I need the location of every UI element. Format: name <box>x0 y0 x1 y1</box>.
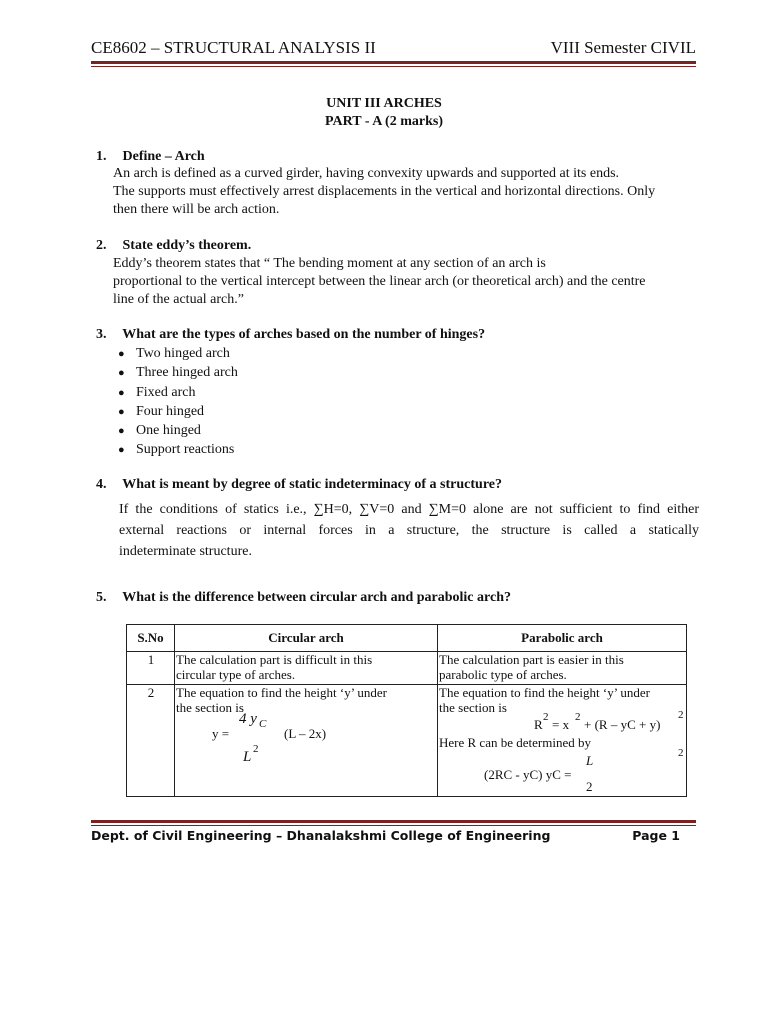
question-5 <box>96 590 511 606</box>
answer-line: proportional to the vertical intercept between the linear arch (or theoretical arch) and the centre <box>113 274 646 289</box>
list-item: ● Support reactions <box>118 440 238 459</box>
answer-line: Eddy’s theorem states that “ The bending moment at any section of an arch is <box>113 256 546 271</box>
list-item: ● Four hinged <box>118 402 238 421</box>
header-rule <box>91 61 696 64</box>
page-footer <box>91 828 680 843</box>
bullet-icon: ● <box>118 348 125 360</box>
answer-line: external reactions or internal forces in a structure, the structure is called a statically <box>119 523 699 538</box>
answer-line: If the conditions of statics i.e., ∑H=0, ∑V=0 and ∑M=0 alone are not sufficient to find either <box>119 502 699 517</box>
part-title: PART - A (2 marks) <box>325 114 443 129</box>
page-number: Page 1 <box>632 828 680 843</box>
question-4 <box>96 477 502 493</box>
bullet-icon: ● <box>118 425 125 438</box>
answer-line: indeterminate structure. <box>119 544 252 559</box>
question-1 <box>96 149 205 165</box>
col-header-parabolic: Parabolic arch <box>438 625 687 652</box>
list-item: ● Two hinged arch <box>118 344 238 363</box>
cell-parabolic: The equation to find the height ‘y’ under the section is R 2 = x 2 + (R – yC + y) 2 Here R can be determined by 2 (2RC - yC) yC = L 2 <box>438 685 687 797</box>
answer-line: then there will be arch action. <box>113 202 280 217</box>
bullet-icon: ● <box>118 444 125 457</box>
footer-rule <box>91 820 696 823</box>
cell-sno: 2 <box>127 685 175 797</box>
bullet-icon: ● <box>118 386 125 399</box>
bullet-icon: ● <box>118 405 125 418</box>
question-number: 1. <box>96 149 107 164</box>
question-title: Define – Arch <box>122 149 205 164</box>
question-title: State eddy’s theorem. <box>122 238 252 253</box>
question-number: 5. <box>96 590 107 605</box>
question-title: What are the types of arches based on the number of hinges? <box>122 327 486 342</box>
page-header <box>91 38 696 60</box>
question-number: 2. <box>96 238 107 253</box>
cell-circular: The equation to find the height ‘y’ under the section is y = 4 y C (L – 2x) L 2 <box>175 685 438 797</box>
list-item: ● Three hinged arch <box>118 363 238 382</box>
table-row <box>127 685 687 797</box>
cell-parabolic: The calculation part is easier in this parabolic type of arches. <box>438 652 687 685</box>
cell-circular: The calculation part is difficult in this circular type of arches. <box>175 652 438 685</box>
answer-line: An arch is defined as a curved girder, having convexity upwards and supported at its ends. <box>113 166 620 181</box>
col-header-sno: S.No <box>127 625 175 652</box>
comparison-table <box>126 624 687 797</box>
parabolic-note: Here R can be determined by <box>439 735 591 750</box>
bullet-icon: ● <box>118 367 125 380</box>
cell-sno: 1 <box>127 652 175 685</box>
unit-title: UNIT III ARCHES <box>326 96 442 111</box>
answer-line: line of the actual arch.” <box>113 292 244 307</box>
table-header-row <box>127 625 687 652</box>
semester-label: VIII Semester CIVIL <box>550 38 696 57</box>
answer-line: The supports must effectively arrest displacements in the vertical and horizontal directions. Only <box>113 184 656 199</box>
question-number: 3. <box>96 327 107 342</box>
header-rule-thin <box>91 66 696 67</box>
question-number: 4. <box>96 477 107 492</box>
question-title: What is the difference between circular arch and parabolic arch? <box>122 590 511 605</box>
question-2 <box>96 238 251 254</box>
footer-rule-thin <box>91 825 696 826</box>
list-item: ● Fixed arch <box>118 383 238 402</box>
footer-department: Dept. of Civil Engineering – Dhanalakshmi College of Engineering <box>91 828 551 843</box>
list-item: ● One hinged <box>118 421 238 440</box>
col-header-circular: Circular arch <box>175 625 438 652</box>
table-row <box>127 652 687 685</box>
hinge-types-list <box>118 344 238 460</box>
answer-paragraph <box>119 499 699 562</box>
course-title: CE8602 – STRUCTURAL ANALYSIS II <box>91 38 376 57</box>
question-title: What is meant by degree of static indeterminacy of a structure? <box>122 477 502 492</box>
question-3 <box>96 327 485 343</box>
